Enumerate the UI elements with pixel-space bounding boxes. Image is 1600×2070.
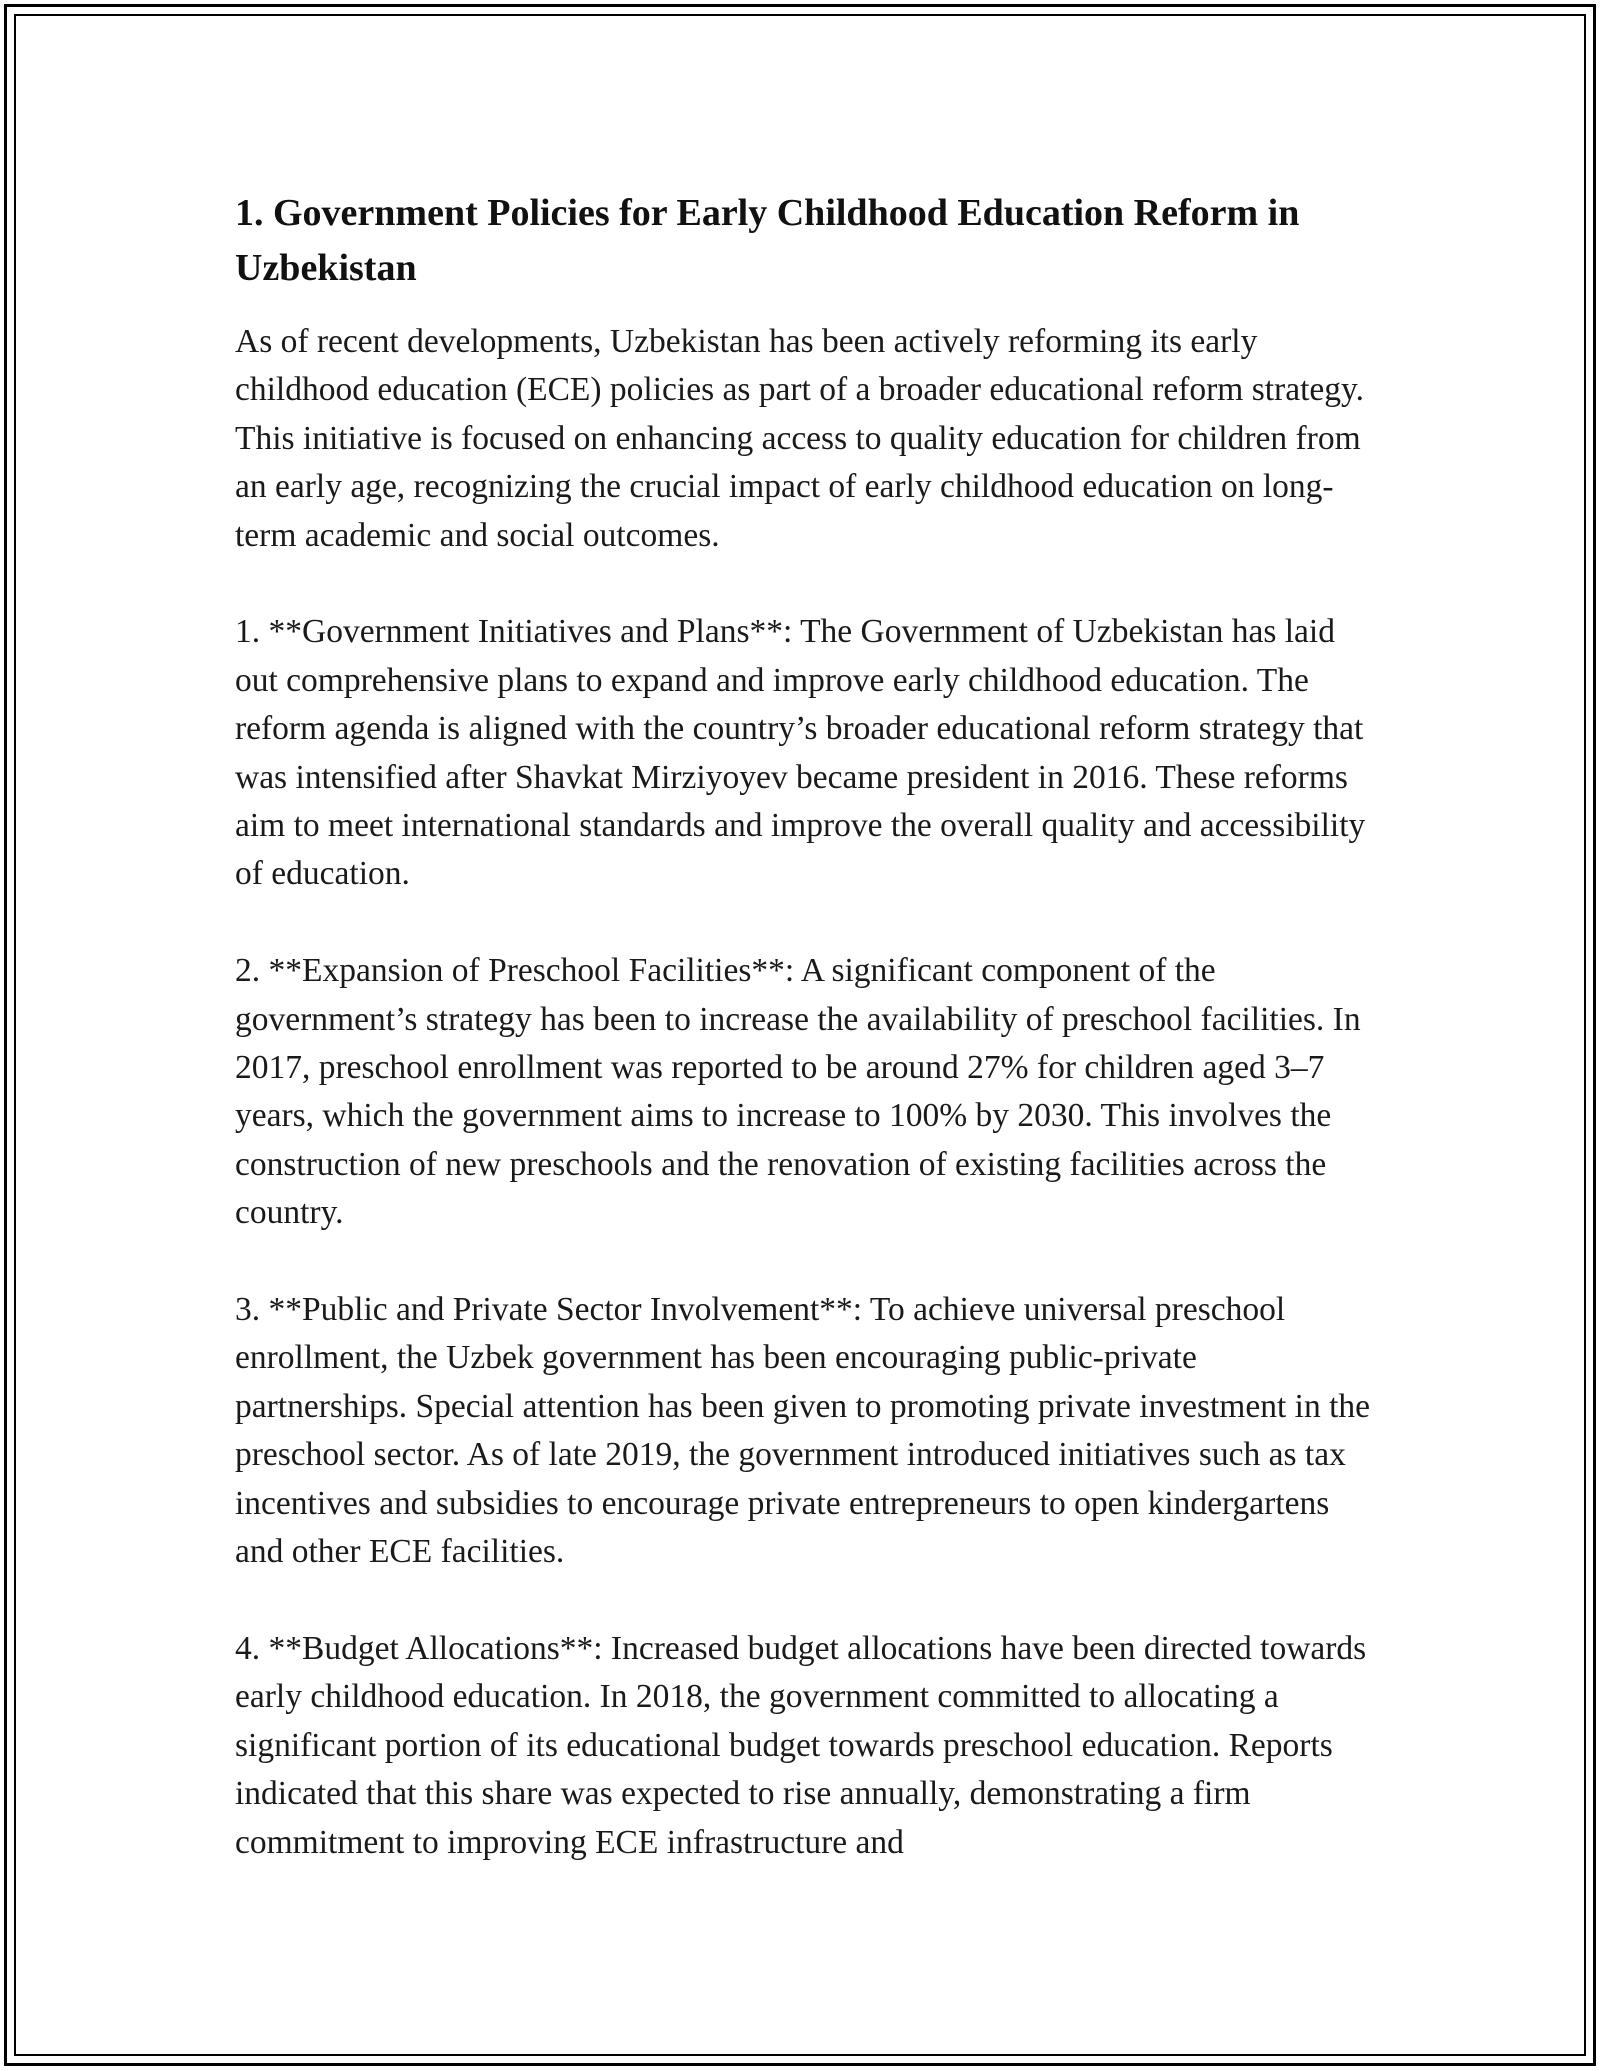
intro-paragraph: As of recent developments, Uzbekistan has been actively reforming its early childhood education (ECE) policies as part of a broader educational reform strategy. This initiative is focused on enhancing access to quality education for children from an early age, recognizing the crucial impact of early childhood education on long-term academic and social outcomes. bbox=[235, 323, 1364, 554]
paragraph-government-initiatives: 1. **Government Initiatives and Plans**: The Government of Uzbekistan has laid out comprehensive plans to expand and improve early childhood education. The reform agenda is aligned with the country’s broader educational reform strategy that was intensified after Shavkat Mirziyoyev became president in 2016. These reforms aim to meet international standards and improve the overall quality and accessibility of education. bbox=[235, 613, 1366, 893]
document-title: 1. Government Policies for Early Childhood Education Reform in Uzbekistan bbox=[235, 192, 1300, 289]
document-body bbox=[235, 186, 1375, 1915]
paragraph-budget-allocations: 4. **Budget Allocations**: Increased budget allocations have been directed towards early childhood education. In 2018, the government committed to allocating a significant portion of its educational budget towards preschool education. Reports indicated that this share was expected to rise annually, demonstrating a firm commitment to improving ECE infrastructure and bbox=[235, 1629, 1367, 1861]
paragraph-public-private: 3. **Public and Private Sector Involvement**: To achieve universal preschool enrollment, the Uzbek government has been encouraging public-private partnerships. Special attention has been given to promoting private investment in the preschool sector. As of late 2019, the government introduced initiatives such as tax incentives and subsidies to encourage private entrepreneurs to open kindergartens and other ECE facilities. bbox=[235, 1291, 1371, 1571]
paragraph-preschool-facilities: 2. **Expansion of Preschool Facilities**: A significant component of the government’s strategy has been to increase the availability of preschool facilities. In 2017, preschool enrollment was reported to be around 27% for children aged 3–7 years, which the government aims to increase to 100% by 2030. This involves the construction of new preschools and the renovation of existing facilities across the country. bbox=[235, 952, 1361, 1232]
